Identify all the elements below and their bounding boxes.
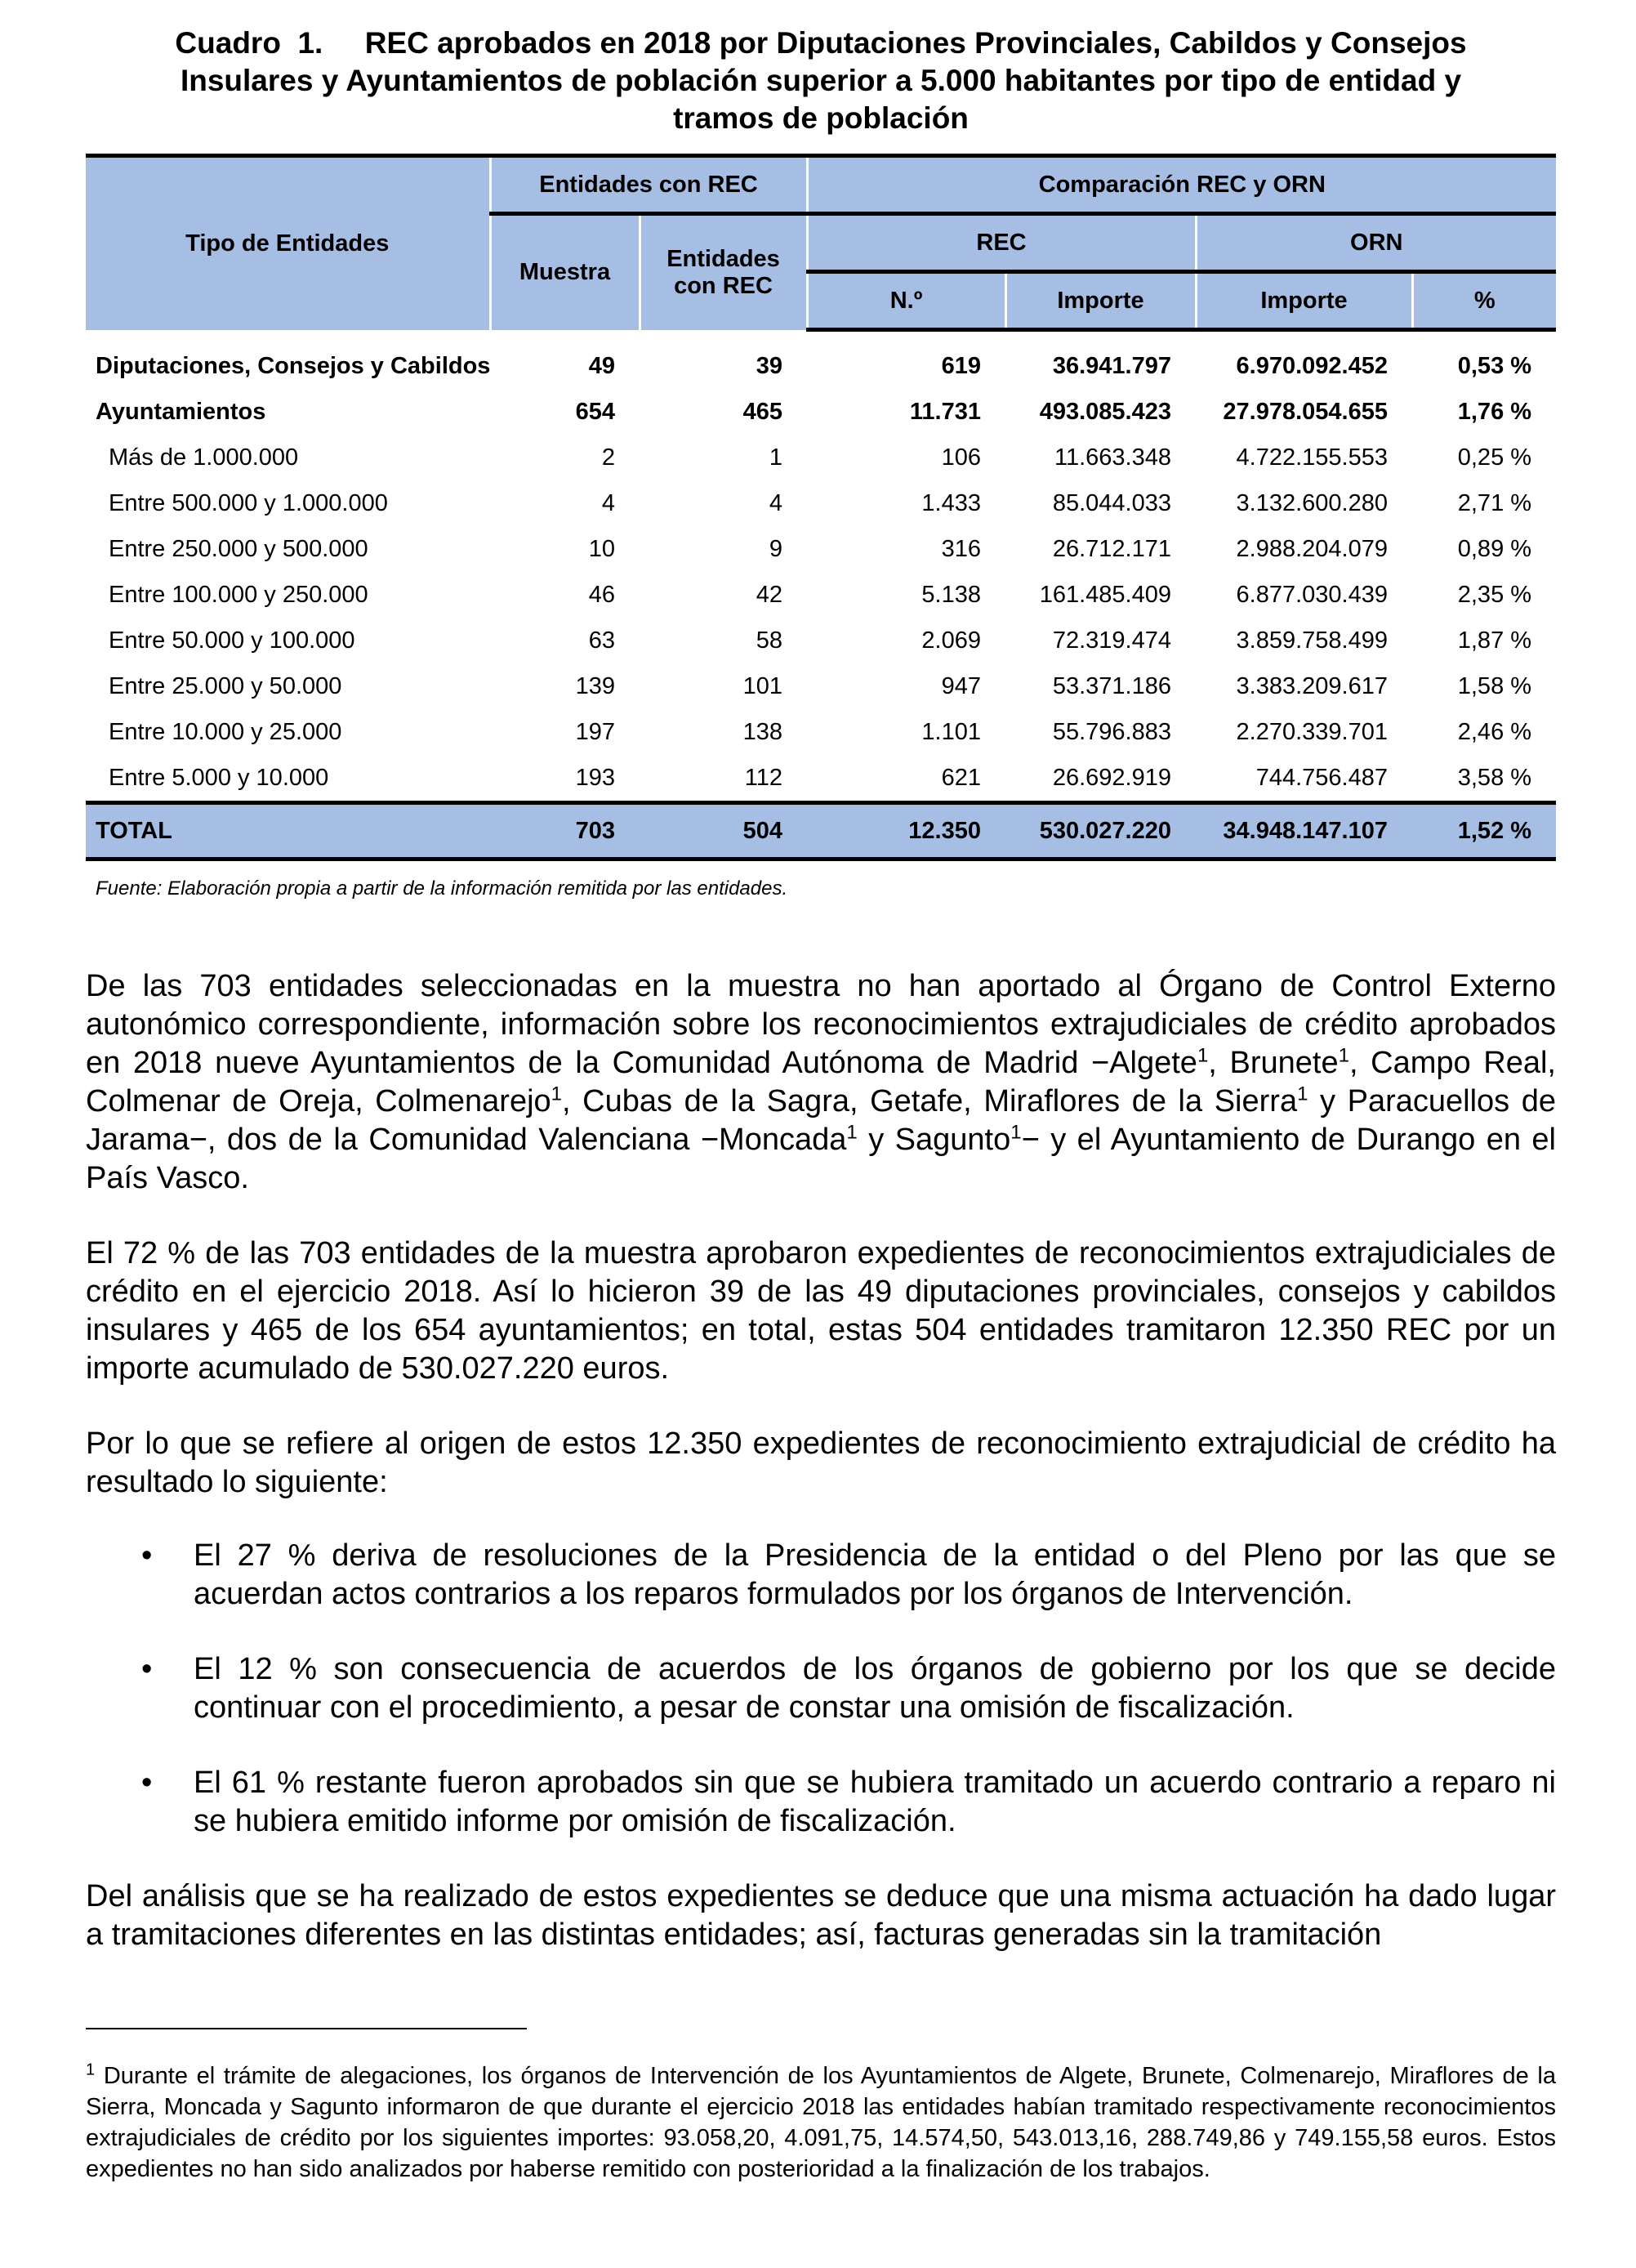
cell-name: Ayuntamientos [96, 398, 266, 425]
spacer-cell [86, 330, 1556, 344]
footnote-text: Durante el trámite de alegaciones, los órganos de Intervención de los Ayuntamientos de Algete, Brunete, Colmenarejo, Miraflores de la Sierra, Moncada y Sagunto informaron de que durante el ejercicio 2018 las entidades habían tramitado respectivamente reconocimientos extrajudiciales de crédito por los siguientes importes: 93.058,20, 4.091,75, 14.574,50, 543.013,16, 288.749,86 y 749.155,58 euros. Estos expedientes no han sido analizados por haberse remitido con posterioridad a la finalización de los trabajos. [86, 2063, 1556, 2182]
cell-importe-rec: 11.663.348 [1054, 444, 1171, 471]
list-item [86, 1537, 1556, 1614]
paragraph-4: Del análisis que se ha realizado de estos expedientes se deduce que una misma actuación ha dado lugar a tramitaciones diferentes en las distintas entidades; así, facturas generadas sin la tramitación [86, 1879, 1556, 1952]
cell-muestra: 197 [575, 718, 615, 745]
table-caption [86, 25, 1556, 137]
paragraph-3: Por lo que se refiere al origen de estos 12.350 expedientes de reconocimiento extrajudicial de crédito ha resultado lo siguiente: [86, 1426, 1556, 1499]
caption-line-3: tramos de población [673, 101, 969, 135]
rec-table [86, 154, 1556, 861]
footnote-ref[interactable]: 1 [1297, 1083, 1308, 1105]
table-row [86, 709, 1556, 755]
table-row [86, 572, 1556, 618]
cell-pct: 1,58 % [1457, 672, 1532, 699]
cell-importe-orn: 3.132.600.280 [1236, 489, 1388, 516]
cell-importe-orn: 3.383.209.617 [1236, 672, 1388, 699]
p1-text-b: , Brunete [1208, 1046, 1339, 1080]
p1-text-e: y Paracuellos de Jarama−, dos de la Comunidad Valenciana −Moncada [86, 1084, 1556, 1157]
cell-muestra: 63 [588, 627, 615, 654]
p1-text-f: y Sagunto [857, 1123, 1011, 1157]
footnote-ref[interactable]: 1 [1010, 1121, 1022, 1144]
total-num: 12.350 [807, 803, 1005, 859]
table-row [86, 526, 1556, 572]
header-muestra: Muestra [490, 214, 640, 330]
cell-name: Entre 250.000 y 500.000 [109, 535, 368, 562]
cell-name: Entre 5.000 y 10.000 [109, 764, 329, 791]
table-row [86, 618, 1556, 663]
cell-importe-rec: 26.692.919 [1052, 764, 1171, 791]
cell-muestra: 193 [575, 764, 615, 791]
cell-pct: 0,53 % [1457, 352, 1532, 379]
header-importe-orn: Importe [1196, 272, 1412, 330]
table-row [86, 343, 1556, 389]
list-item [86, 1650, 1556, 1727]
header-entidades-con-rec: Entidades con REC [490, 156, 807, 214]
caption-line-2: Insulares y Ayuntamientos de población superior a 5.000 habitantes por tipo de entidad y [180, 64, 1462, 97]
bullet-icon: • [141, 1538, 153, 1573]
header-tipo-entidades: Tipo de Entidades [86, 156, 490, 330]
cell-entidades: 58 [756, 627, 782, 654]
cell-pct: 1,87 % [1457, 627, 1532, 654]
header-comparacion: Comparación REC y ORN [807, 156, 1556, 214]
cell-importe-orn: 6.877.030.439 [1236, 581, 1388, 608]
cell-importe-rec: 55.796.883 [1052, 718, 1171, 745]
cell-num: 2.069 [921, 627, 981, 654]
cell-num: 5.138 [921, 581, 981, 608]
cell-name: Entre 500.000 y 1.000.000 [109, 489, 388, 516]
cell-muestra: 4 [601, 489, 615, 516]
footnote-number: 1 [86, 2060, 96, 2079]
bullet-icon: • [141, 1766, 153, 1800]
cell-importe-orn: 2.988.204.079 [1236, 535, 1388, 562]
cell-pct: 3,58 % [1457, 764, 1532, 791]
cell-importe-orn: 6.970.092.452 [1236, 352, 1388, 379]
cell-name: Entre 50.000 y 100.000 [109, 627, 355, 654]
header-rec: REC [807, 214, 1196, 272]
cell-name: Entre 100.000 y 250.000 [109, 581, 368, 608]
header-entidades-rec-line1: Entidades [666, 245, 780, 272]
cell-num: 1.101 [921, 718, 981, 745]
cell-importe-orn: 4.722.155.553 [1236, 444, 1388, 471]
bullet-list [86, 1537, 1556, 1841]
cell-name: Entre 25.000 y 50.000 [109, 672, 342, 699]
cell-importe-rec: 85.044.033 [1052, 489, 1171, 516]
footnote [86, 2060, 1556, 2185]
list-item [86, 1764, 1556, 1841]
cell-importe-orn: 2.270.339.701 [1236, 718, 1388, 745]
cell-num: 619 [941, 352, 981, 379]
list-item-text: El 12 % son consecuencia de acuerdos de los órganos de gobierno por los que se decide continuar con el procedimiento, a pesar de constar una omisión de fiscalización. [194, 1652, 1556, 1725]
cell-num: 947 [941, 672, 981, 699]
table-source-note: Fuente: Elaboración propia a partir de la información remitida por las entidades. [96, 877, 788, 900]
footnote-ref[interactable]: 1 [846, 1121, 858, 1144]
footnote-ref[interactable]: 1 [551, 1083, 563, 1105]
bullet-icon: • [141, 1652, 153, 1686]
cell-importe-rec: 36.941.797 [1052, 352, 1171, 379]
table-row [86, 480, 1556, 526]
spacer-row [86, 330, 1556, 344]
cell-entidades: 112 [744, 764, 782, 791]
header-pct: % [1412, 272, 1556, 330]
cell-num: 316 [941, 535, 981, 562]
table-body [86, 330, 1556, 859]
cell-muestra: 2 [601, 444, 615, 471]
cell-pct: 2,35 % [1457, 581, 1532, 608]
header-importe-rec: Importe [1005, 272, 1196, 330]
header-entidades-rec-line2: con REC [674, 272, 773, 299]
cell-importe-orn: 3.859.758.499 [1236, 627, 1388, 654]
footnote-ref[interactable]: 1 [1197, 1044, 1209, 1067]
cell-entidades: 42 [756, 581, 782, 608]
cell-pct: 2,46 % [1457, 718, 1532, 745]
cell-entidades: 39 [756, 352, 782, 379]
cell-importe-rec: 26.712.171 [1052, 535, 1171, 562]
cell-importe-rec: 53.371.186 [1052, 672, 1171, 699]
total-name: TOTAL [86, 803, 490, 859]
p1-text-a: De las 703 entidades seleccionadas en la muestra no han aportado al Órgano de Control Externo autonómico correspondiente, información sobre los reconocimientos extrajudiciales de crédito aprobados en 2018 nueve Ayuntamientos de la Comunidad Autónoma de Madrid −Algete [86, 969, 1556, 1080]
cell-entidades: 101 [742, 672, 782, 699]
cell-muestra: 49 [588, 352, 615, 379]
cell-pct: 1,76 % [1457, 398, 1532, 425]
cell-muestra: 654 [575, 398, 615, 425]
document-page [86, 25, 1556, 2208]
paragraph-2: El 72 % de las 703 entidades de la muestra aprobaron expedientes de reconocimientos extrajudiciales de crédito en el ejercicio 2018. Así lo hicieron 39 de las 49 diputaciones provinciales, consejos y cabildos insulares y 465 de los 654 ayuntamientos; en total, estas 504 entidades tramitaron 12.350 REC por un importe acumulado de 530.027.220 euros. [86, 1236, 1556, 1386]
p1-text-d: , Cubas de la Sagra, Getafe, Miraflores de la Sierra [562, 1084, 1298, 1118]
total-importe-orn: 34.948.147.107 [1196, 803, 1412, 859]
cell-importe-orn: 744.756.487 [1255, 764, 1388, 791]
footnote-ref[interactable]: 1 [1338, 1044, 1349, 1067]
cell-muestra: 46 [588, 581, 615, 608]
footnote-divider [86, 2028, 527, 2029]
p1-text-c: , Campo Real, Colmenar de Oreja, Colmenarejo [86, 1046, 1556, 1118]
header-orn: ORN [1196, 214, 1556, 272]
cell-importe-rec: 161.485.409 [1039, 581, 1171, 608]
table-row [86, 755, 1556, 803]
cell-muestra: 10 [588, 535, 615, 562]
total-row [86, 803, 1556, 859]
cell-pct: 0,25 % [1457, 444, 1532, 471]
caption-line-1: Cuadro 1. REC aprobados en 2018 por Diputaciones Provinciales, Cabildos y Consejos [175, 26, 1467, 60]
table-row [86, 663, 1556, 709]
cell-entidades: 9 [769, 535, 782, 562]
cell-importe-rec: 72.319.474 [1052, 627, 1171, 654]
cell-num: 621 [941, 764, 981, 791]
list-item-text: El 27 % deriva de resoluciones de la Presidencia de la entidad o del Pleno por las que se acuerdan actos contrarios a los reparos formulados por los órganos de Intervención. [194, 1538, 1556, 1611]
p1-text-g: − y el Ayuntamiento de Durango en el País Vasco. [86, 1123, 1556, 1195]
table-row [86, 389, 1556, 435]
list-item-text: El 61 % restante fueron aprobados sin que se hubiera tramitado un acuerdo contrario a reparo ni se hubiera emitido informe por omisión de fiscalización. [194, 1766, 1556, 1838]
paragraph-1 [86, 967, 1556, 1198]
cell-pct: 0,89 % [1457, 535, 1532, 562]
cell-entidades: 138 [742, 718, 782, 745]
cell-num: 106 [941, 444, 981, 471]
cell-entidades: 465 [742, 398, 782, 425]
header-entidades-rec [640, 214, 807, 330]
total-importe-rec: 530.027.220 [1005, 803, 1196, 859]
cell-num: 11.731 [909, 398, 981, 425]
cell-num: 1.433 [921, 489, 981, 516]
cell-importe-rec: 493.085.423 [1039, 398, 1171, 425]
table-row [86, 435, 1556, 480]
cell-name: Diputaciones, Consejos y Cabildos [96, 352, 491, 379]
cell-importe-orn: 27.978.054.655 [1223, 398, 1388, 425]
cell-muestra: 139 [575, 672, 615, 699]
total-pct: 1,52 % [1412, 803, 1556, 859]
cell-name: Entre 10.000 y 25.000 [109, 718, 342, 745]
cell-entidades: 4 [769, 489, 782, 516]
cell-pct: 2,71 % [1457, 489, 1532, 516]
header-num: N.º [807, 272, 1005, 330]
cell-entidades: 1 [769, 444, 782, 471]
cell-name: Más de 1.000.000 [109, 444, 299, 471]
total-muestra: 703 [490, 803, 640, 859]
total-entidades: 504 [640, 803, 807, 859]
